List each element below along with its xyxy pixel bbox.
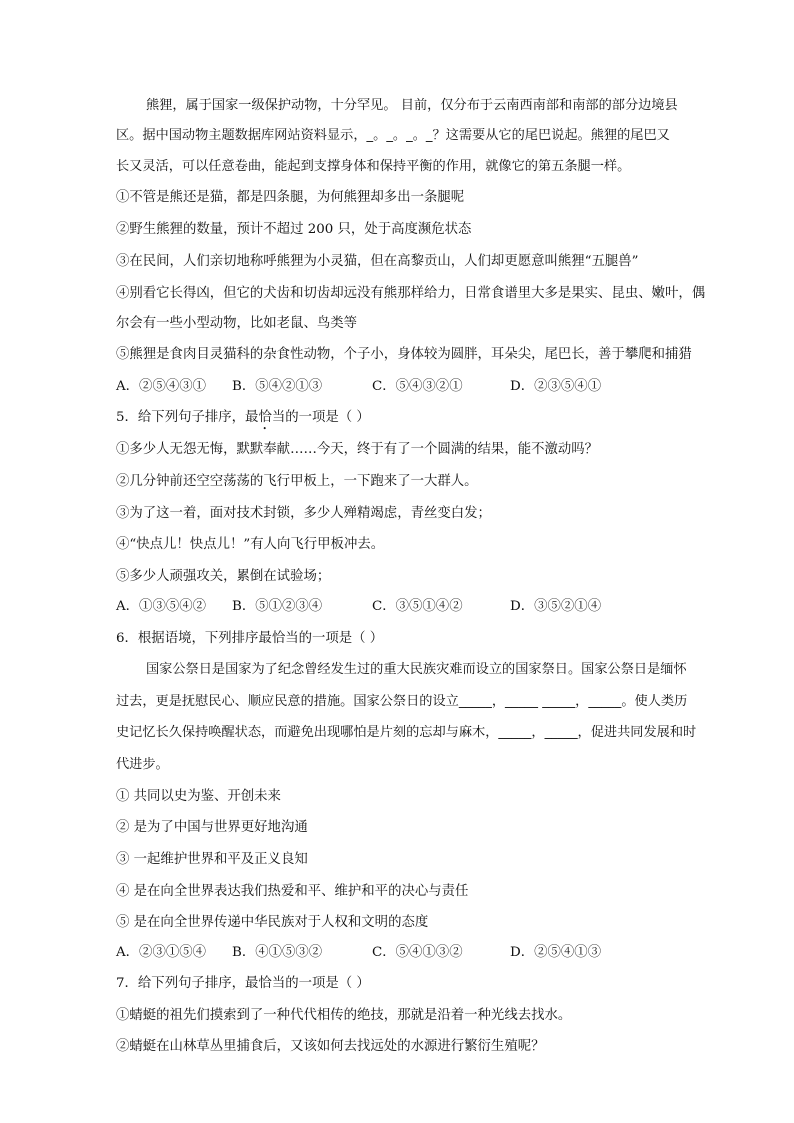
- passage-line: 国家公祭日是国家为了纪念曾经发生过的重大民族灾难而设立的国家祭日。国家公祭日是缅怀: [146, 662, 687, 677]
- option-d: D．②③⑤④①: [510, 379, 602, 394]
- question-stem: 7．给下列句子排序，最恰当的一项是（ ）: [116, 976, 370, 991]
- question-stem: 6．根据语境，下列排序最恰当的一项是（ ）: [116, 631, 384, 646]
- list-item: ④ 是在向全世界表达我们热爱和平、维护和平的决心与责任: [116, 884, 469, 899]
- emphasized-character: 恰: [258, 410, 272, 425]
- option-b: B．⑤①②③④: [232, 599, 323, 614]
- list-item: ②野生熊狸的数量，预计不超过 200 只，处于高度濒危状态: [116, 222, 472, 237]
- option-c: C．⑤④①③②: [372, 945, 463, 960]
- list-item: ①不管是熊还是猫，都是四条腿，为何熊狸却多出一条腿呢: [116, 190, 465, 205]
- list-item: ⑤多少人顽强攻关，累倒在试验场；: [116, 569, 331, 584]
- passage-line: 区。据中国动物主题数据库网站资料显示，_。_。_。_？这需要从它的尾巴说起。熊狸的尾巴又: [116, 128, 670, 143]
- option-b: B．⑤④②①③: [232, 379, 323, 394]
- list-item-continuation: 尔会有一些小型动物，比如老鼠、鸟类等: [116, 316, 358, 331]
- list-item: ③在民间，人们亲切地称呼熊狸为小灵猫，但在高黎贡山，人们却更愿意叫熊狸“五腿兽”: [116, 254, 639, 269]
- option-d: D．②⑤④①③: [510, 945, 602, 960]
- list-item: ②几分钟前还空空荡荡的飞行甲板上，一下跑来了一大群人。: [116, 474, 478, 489]
- list-item: ⑤ 是在向全世界传递中华民族对于人权和文明的态度: [116, 915, 429, 930]
- list-item: ③为了这一着，面对技术封锁，多少人殚精竭虑，青丝变白发；: [116, 506, 491, 521]
- list-item: ①蜻蜓的祖先们摸索到了一种代代相传的绝技，那就是沿着一种光线去找水。: [116, 1008, 572, 1023]
- passage-line: 代进步。: [116, 757, 169, 772]
- list-item: ①多少人无怨无悔，默默奉献……今天，终于有了一个圆满的结果，能不激动吗？: [116, 442, 599, 457]
- option-c: C．⑤④③②①: [372, 379, 463, 394]
- list-item: ① 共同以史为鉴、开创未来: [116, 789, 281, 804]
- option-b: B．④①⑤③②: [232, 945, 323, 960]
- option-d: D．③⑤②①④: [510, 599, 602, 614]
- option-a: A．②⑤④③①: [116, 379, 207, 394]
- question-stem: 5．给下列句子排序，最恰当的一项是（ ）: [116, 410, 370, 425]
- passage-line: 熊狸，属于国家一级保护动物，十分罕见。 目前，仅分布于云南西南部和南部的部分边境县: [146, 98, 678, 113]
- passage-line: 长又灵活，可以任意卷曲，能起到支撑身体和保持平衡的作用，就像它的第五条腿一样。: [116, 159, 631, 174]
- passage-line: 史记忆长久保持唤醒状态，而避免出现哪怕是片刻的忘却与麻木，_____，_____，促进共同发展和时: [116, 725, 697, 740]
- list-item: ③ 一起维护世界和平及正义良知: [116, 852, 308, 867]
- list-item: ④“快点儿！快点儿！”有人向飞行甲板冲去。: [116, 537, 385, 552]
- passage-line: 过去，更是抚慰民心、顺应民意的措施。国家公祭日的设立_____，_____ _____，_____。使人类历: [116, 694, 688, 709]
- option-c: C．③⑤①④②: [372, 599, 463, 614]
- list-item: ④别看它长得凶，但它的犬齿和切齿却远没有熊那样给力，日常食谱里大多是果实、昆虫、嫩叶，偶: [116, 286, 706, 301]
- option-a: A．①③⑤④②: [116, 599, 207, 614]
- option-a: A．②③①⑤④: [116, 945, 207, 960]
- list-item: ⑤熊狸是食肉目灵猫科的杂食性动物，个子小，身体较为圆胖，耳朵尖，尾巴长，善于攀爬和捕猎: [116, 347, 692, 362]
- list-item: ②蜻蜓在山林草丛里捕食后，又该如何去找远处的水源进行繁衍生殖呢？: [116, 1039, 545, 1054]
- list-item: ② 是为了中国与世界更好地沟通: [116, 820, 308, 835]
